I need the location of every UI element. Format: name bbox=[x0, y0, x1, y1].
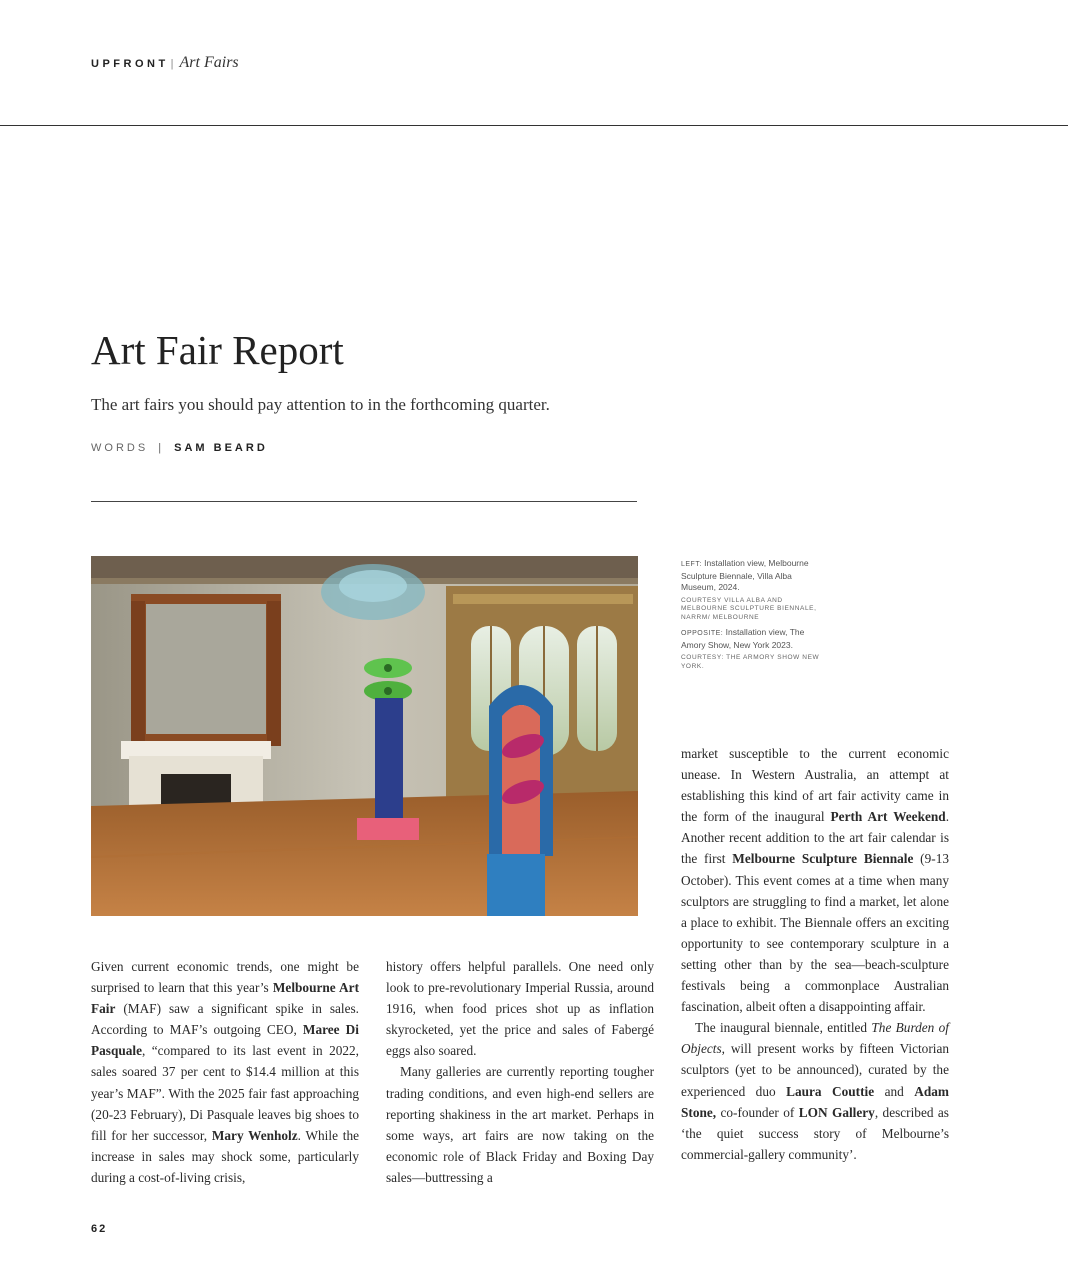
article-deck: The art fairs you should pay attention to in the forthcoming quarter. bbox=[91, 395, 550, 414]
body-paragraph bbox=[681, 743, 949, 1017]
title-rule bbox=[91, 501, 637, 502]
body-paragraph bbox=[91, 956, 359, 1188]
body-text: , “compared to its last event in 2022, sales soared 37 per cent to $14.4 million at this year’s MAF”. With the 2025 fair fast approaching (20-23 February), Di Pasquale leaves big shoes to fill for her successor, bbox=[91, 1043, 359, 1143]
body-column-2 bbox=[386, 956, 654, 1188]
body-paragraph: history offers helpful parallels. One need only look to pre-revolutionary Imperial Russia, around 1916, when food prices shot up as inflation skyrocketed, yet the price and sales of Fabergé eggs also soared. bbox=[386, 959, 654, 1059]
caption-left-text: Installation view, Melbourne Sculpture Biennale, Villa Alba Museum, 2024. bbox=[681, 558, 809, 592]
caption-left bbox=[681, 558, 821, 594]
bold-name: LON Gallery bbox=[798, 1104, 875, 1120]
body-text: (MAF) saw a significant spike in sales. According to MAF’s outgoing CEO, bbox=[91, 1001, 359, 1038]
bold-name: Adam Stone, bbox=[681, 1083, 949, 1120]
header-rule bbox=[0, 125, 1068, 126]
installation-photo-illustration bbox=[91, 556, 638, 916]
image-caption bbox=[681, 558, 821, 676]
bold-name: Mary Wenholz bbox=[211, 1127, 298, 1143]
caption-opposite-label: OPPOSITE: bbox=[681, 630, 724, 637]
caption-left-credit: COURTESY VILLA ALBA AND MELBOURNE SCULPTURE BIENNALE, NARRM/ MELBOURNE bbox=[681, 596, 817, 621]
body-text: co-founder of bbox=[716, 1104, 799, 1120]
byline-author: SAM BEARD bbox=[174, 442, 268, 454]
body-paragraph: Many galleries are currently reporting tougher trading conditions, and even high-end sellers are reporting shakiness in the art market. Perhaps in some ways, art fairs are now taking on the economic role of Black Friday and Boxing Day sales—buttressing a bbox=[386, 1064, 654, 1185]
body-text: and bbox=[874, 1083, 915, 1099]
body-paragraph bbox=[681, 1017, 949, 1165]
body-column-1 bbox=[91, 956, 359, 1188]
caption-opposite-credit: COURTESY: THE ARMORY SHOW NEW YORK. bbox=[681, 654, 820, 670]
body-text: . Another recent addition to the art fair calendar is the first bbox=[681, 809, 950, 867]
body-text: . While the increase in sales may shock some, particularly during a cost-of-living crisis, bbox=[91, 1127, 359, 1185]
byline-label: WORDS bbox=[91, 442, 149, 454]
caption-left-label: LEFT: bbox=[681, 561, 702, 568]
bold-name: Maree Di Pasquale bbox=[91, 1022, 359, 1059]
body-text: market susceptible to the current economic unease. In Western Australia, an attempt at establishing this kind of art fair activity came in the form of the inaugural bbox=[681, 746, 949, 825]
body-text: , will present works by fifteen Victorian sculptors (yet to be announced), curated by the experienced duo bbox=[681, 1041, 949, 1099]
section-label bbox=[91, 54, 239, 72]
page-number: 62 bbox=[91, 1223, 108, 1235]
body-text: The inaugural biennale, entitled bbox=[695, 1020, 872, 1036]
byline bbox=[91, 442, 268, 454]
installation-photo bbox=[91, 556, 638, 916]
caption-opposite-text: Installation view, The Amory Show, New York 2023. bbox=[681, 627, 805, 650]
section-name: UPFRONT bbox=[91, 58, 169, 70]
bold-name: Laura Couttie bbox=[786, 1083, 875, 1099]
byline-separator: | bbox=[158, 442, 165, 454]
bold-name: Perth Art Weekend bbox=[830, 809, 946, 825]
body-column-3 bbox=[681, 743, 949, 1165]
article-title: Art Fair Report bbox=[91, 327, 344, 373]
subsection-name: Art Fairs bbox=[179, 54, 239, 71]
bold-name: Melbourne Sculpture Biennale bbox=[732, 851, 914, 867]
body-text: , described as ‘the quiet success story of Melbourne’s commercial-gallery community’. bbox=[681, 1104, 949, 1162]
body-text: Given current economic trends, one might be surprised to learn that this year’s bbox=[91, 959, 359, 996]
bold-name: Melbourne Art Fair bbox=[91, 980, 359, 1017]
italic-title: The Burden of Objects bbox=[681, 1020, 949, 1057]
body-text: (9-13 October). This event comes at a time when many sculptors are struggling to find a market, let alone a place to exhibit. The Biennale offers an exciting opportunity to see contemporary sculpture in a setting other than by the sea—beach-sculpture festivals being a commonplace Australian fascination, albeit often a disappointing affair. bbox=[681, 851, 949, 1015]
section-separator: | bbox=[170, 58, 174, 70]
caption-opposite bbox=[681, 627, 821, 651]
